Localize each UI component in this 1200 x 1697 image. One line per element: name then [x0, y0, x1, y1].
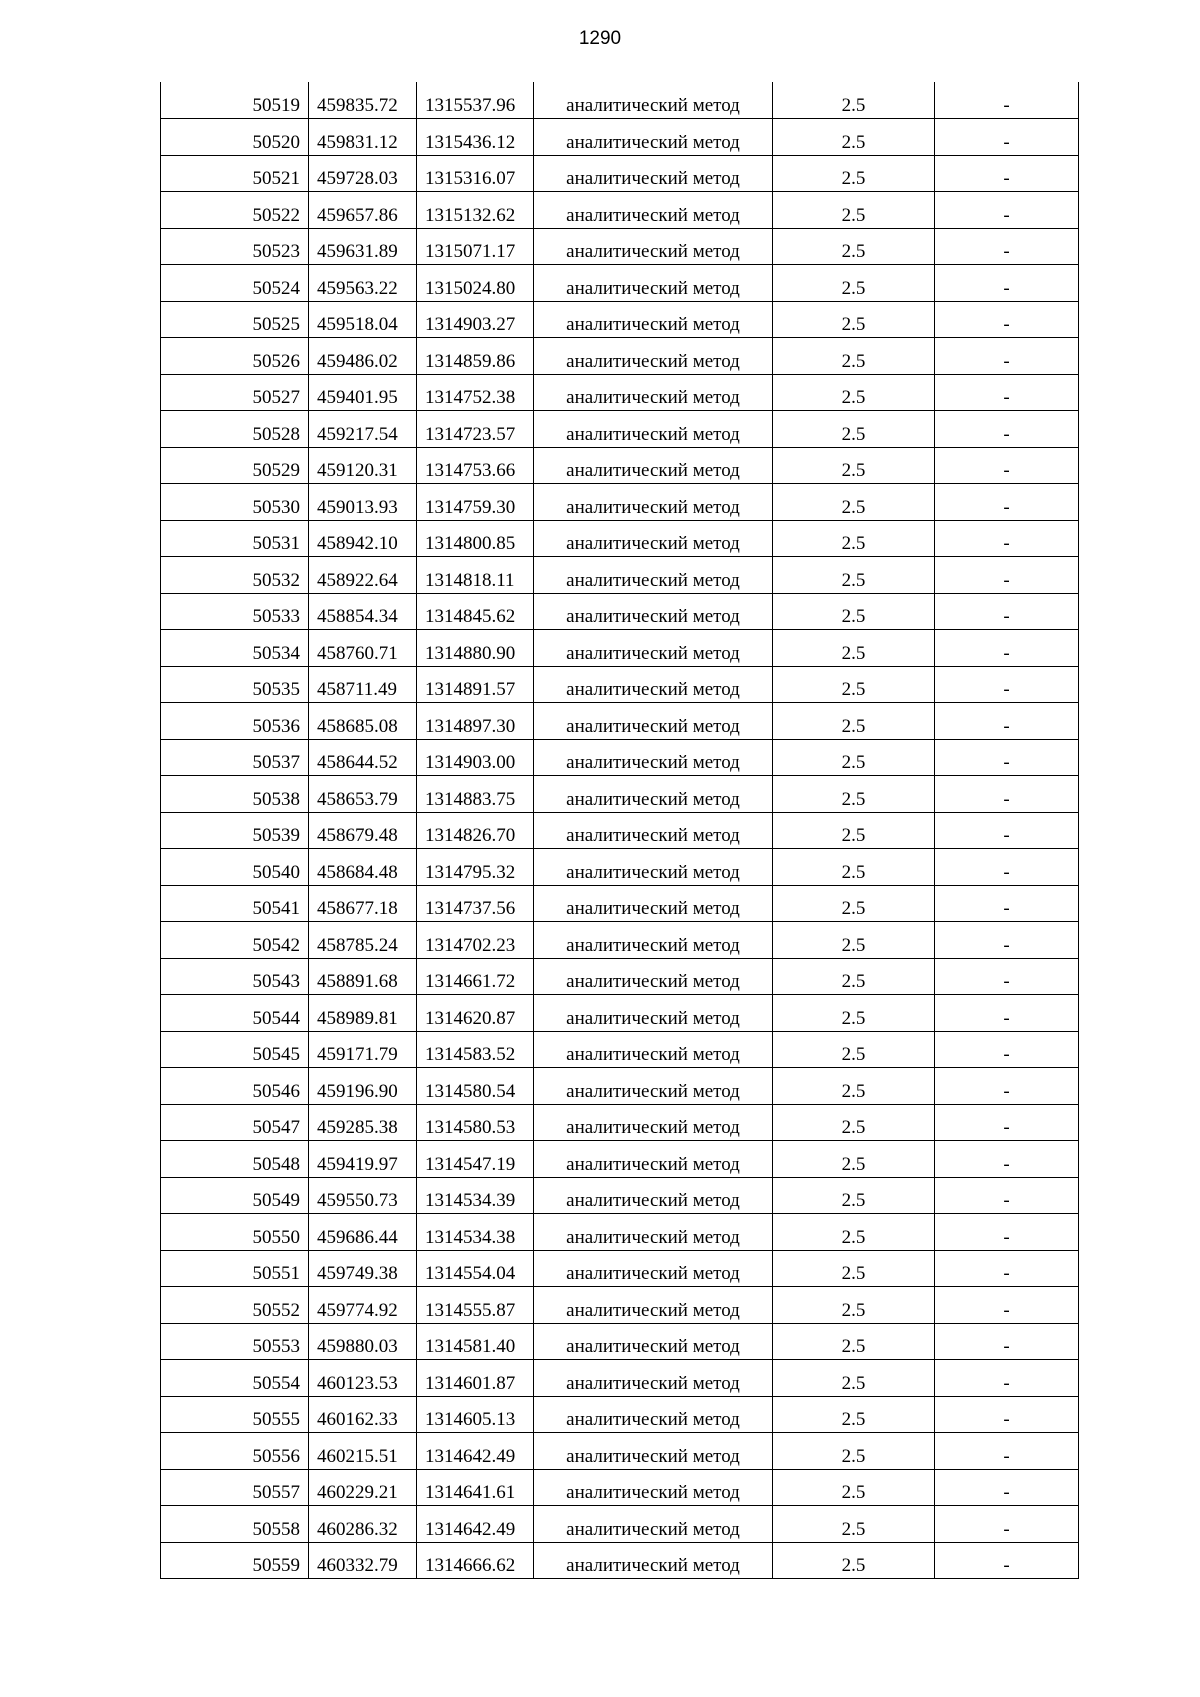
point-number-cell: 50551 — [161, 1250, 309, 1287]
accuracy-cell: 2.5 — [773, 411, 935, 448]
accuracy-cell: 2.5 — [773, 703, 935, 740]
method-cell: аналитический метод — [534, 703, 773, 740]
y-coordinate-cell: 1314601.87 — [417, 1360, 534, 1397]
point-number-cell: 50537 — [161, 739, 309, 776]
note-cell: - — [935, 849, 1079, 886]
table-row — [161, 849, 1079, 886]
table-row — [161, 82, 1079, 119]
point-number-cell: 50535 — [161, 666, 309, 703]
x-coordinate-cell: 460286.32 — [309, 1506, 417, 1543]
y-coordinate-cell: 1314605.13 — [417, 1396, 534, 1433]
method-cell: аналитический метод — [534, 557, 773, 594]
table-row — [161, 192, 1079, 229]
note-cell: - — [935, 1287, 1079, 1324]
point-number-cell: 50549 — [161, 1177, 309, 1214]
note-cell: - — [935, 630, 1079, 667]
y-coordinate-cell: 1315132.62 — [417, 192, 534, 229]
accuracy-cell: 2.5 — [773, 1214, 935, 1251]
note-cell: - — [935, 192, 1079, 229]
y-coordinate-cell: 1314795.32 — [417, 849, 534, 886]
accuracy-cell: 2.5 — [773, 447, 935, 484]
y-coordinate-cell: 1315436.12 — [417, 119, 534, 156]
note-cell: - — [935, 374, 1079, 411]
point-number-cell: 50540 — [161, 849, 309, 886]
point-number-cell: 50532 — [161, 557, 309, 594]
table-row — [161, 447, 1079, 484]
point-number-cell: 50522 — [161, 192, 309, 229]
note-cell: - — [935, 1542, 1079, 1579]
method-cell: аналитический метод — [534, 1214, 773, 1251]
y-coordinate-cell: 1314661.72 — [417, 958, 534, 995]
table-row — [161, 666, 1079, 703]
method-cell: аналитический метод — [534, 1323, 773, 1360]
point-number-cell: 50519 — [161, 82, 309, 119]
accuracy-cell: 2.5 — [773, 557, 935, 594]
y-coordinate-cell: 1314583.52 — [417, 1031, 534, 1068]
note-cell: - — [935, 1104, 1079, 1141]
method-cell: аналитический метод — [534, 119, 773, 156]
x-coordinate-cell: 458891.68 — [309, 958, 417, 995]
note-cell: - — [935, 1250, 1079, 1287]
accuracy-cell: 2.5 — [773, 1396, 935, 1433]
accuracy-cell: 2.5 — [773, 1068, 935, 1105]
method-cell: аналитический метод — [534, 411, 773, 448]
coordinates-table — [160, 82, 1079, 1579]
y-coordinate-cell: 1314702.23 — [417, 922, 534, 959]
y-coordinate-cell: 1314581.40 — [417, 1323, 534, 1360]
point-number-cell: 50545 — [161, 1031, 309, 1068]
y-coordinate-cell: 1314903.27 — [417, 301, 534, 338]
note-cell: - — [935, 1141, 1079, 1178]
method-cell: аналитический метод — [534, 1068, 773, 1105]
y-coordinate-cell: 1314534.38 — [417, 1214, 534, 1251]
accuracy-cell: 2.5 — [773, 1250, 935, 1287]
x-coordinate-cell: 458684.48 — [309, 849, 417, 886]
accuracy-cell: 2.5 — [773, 265, 935, 302]
point-number-cell: 50547 — [161, 1104, 309, 1141]
accuracy-cell: 2.5 — [773, 119, 935, 156]
note-cell: - — [935, 1177, 1079, 1214]
table-row — [161, 1506, 1079, 1543]
x-coordinate-cell: 458760.71 — [309, 630, 417, 667]
note-cell: - — [935, 301, 1079, 338]
y-coordinate-cell: 1314903.00 — [417, 739, 534, 776]
accuracy-cell: 2.5 — [773, 1104, 935, 1141]
note-cell: - — [935, 885, 1079, 922]
x-coordinate-cell: 458677.18 — [309, 885, 417, 922]
method-cell: аналитический метод — [534, 849, 773, 886]
point-number-cell: 50538 — [161, 776, 309, 813]
point-number-cell: 50520 — [161, 119, 309, 156]
y-coordinate-cell: 1314859.86 — [417, 338, 534, 375]
y-coordinate-cell: 1315537.96 — [417, 82, 534, 119]
method-cell: аналитический метод — [534, 192, 773, 229]
point-number-cell: 50555 — [161, 1396, 309, 1433]
accuracy-cell: 2.5 — [773, 1433, 935, 1470]
note-cell: - — [935, 1068, 1079, 1105]
table-row — [161, 265, 1079, 302]
note-cell: - — [935, 338, 1079, 375]
y-coordinate-cell: 1314580.54 — [417, 1068, 534, 1105]
point-number-cell: 50521 — [161, 155, 309, 192]
accuracy-cell: 2.5 — [773, 776, 935, 813]
accuracy-cell: 2.5 — [773, 520, 935, 557]
method-cell: аналитический метод — [534, 1396, 773, 1433]
accuracy-cell: 2.5 — [773, 666, 935, 703]
x-coordinate-cell: 458711.49 — [309, 666, 417, 703]
x-coordinate-cell: 459550.73 — [309, 1177, 417, 1214]
note-cell: - — [935, 1360, 1079, 1397]
point-number-cell: 50550 — [161, 1214, 309, 1251]
x-coordinate-cell: 459120.31 — [309, 447, 417, 484]
point-number-cell: 50539 — [161, 812, 309, 849]
method-cell: аналитический метод — [534, 885, 773, 922]
table-row — [161, 1214, 1079, 1251]
point-number-cell: 50529 — [161, 447, 309, 484]
accuracy-cell: 2.5 — [773, 1542, 935, 1579]
accuracy-cell: 2.5 — [773, 922, 935, 959]
x-coordinate-cell: 459631.89 — [309, 228, 417, 265]
point-number-cell: 50525 — [161, 301, 309, 338]
point-number-cell: 50556 — [161, 1433, 309, 1470]
method-cell: аналитический метод — [534, 301, 773, 338]
y-coordinate-cell: 1314642.49 — [417, 1433, 534, 1470]
point-number-cell: 50552 — [161, 1287, 309, 1324]
method-cell: аналитический метод — [534, 1031, 773, 1068]
note-cell: - — [935, 666, 1079, 703]
x-coordinate-cell: 458785.24 — [309, 922, 417, 959]
y-coordinate-cell: 1314883.75 — [417, 776, 534, 813]
table-row — [161, 301, 1079, 338]
method-cell: аналитический метод — [534, 155, 773, 192]
x-coordinate-cell: 460229.21 — [309, 1469, 417, 1506]
accuracy-cell: 2.5 — [773, 1360, 935, 1397]
method-cell: аналитический метод — [534, 228, 773, 265]
x-coordinate-cell: 459831.12 — [309, 119, 417, 156]
point-number-cell: 50543 — [161, 958, 309, 995]
point-number-cell: 50533 — [161, 593, 309, 630]
point-number-cell: 50553 — [161, 1323, 309, 1360]
y-coordinate-cell: 1314554.04 — [417, 1250, 534, 1287]
note-cell: - — [935, 995, 1079, 1032]
x-coordinate-cell: 459686.44 — [309, 1214, 417, 1251]
table-row — [161, 703, 1079, 740]
y-coordinate-cell: 1315071.17 — [417, 228, 534, 265]
table-row — [161, 958, 1079, 995]
table-row — [161, 411, 1079, 448]
point-number-cell: 50523 — [161, 228, 309, 265]
table-row — [161, 155, 1079, 192]
point-number-cell: 50546 — [161, 1068, 309, 1105]
method-cell: аналитический метод — [534, 630, 773, 667]
accuracy-cell: 2.5 — [773, 885, 935, 922]
accuracy-cell: 2.5 — [773, 1177, 935, 1214]
accuracy-cell: 2.5 — [773, 192, 935, 229]
accuracy-cell: 2.5 — [773, 374, 935, 411]
y-coordinate-cell: 1314620.87 — [417, 995, 534, 1032]
x-coordinate-cell: 460123.53 — [309, 1360, 417, 1397]
point-number-cell: 50544 — [161, 995, 309, 1032]
x-coordinate-cell: 460215.51 — [309, 1433, 417, 1470]
point-number-cell: 50554 — [161, 1360, 309, 1397]
table-row — [161, 630, 1079, 667]
table-row — [161, 1177, 1079, 1214]
y-coordinate-cell: 1315316.07 — [417, 155, 534, 192]
method-cell: аналитический метод — [534, 812, 773, 849]
y-coordinate-cell: 1314547.19 — [417, 1141, 534, 1178]
table-row — [161, 1250, 1079, 1287]
note-cell: - — [935, 812, 1079, 849]
accuracy-cell: 2.5 — [773, 1469, 935, 1506]
x-coordinate-cell: 460332.79 — [309, 1542, 417, 1579]
table-row — [161, 557, 1079, 594]
note-cell: - — [935, 739, 1079, 776]
y-coordinate-cell: 1314759.30 — [417, 484, 534, 521]
method-cell: аналитический метод — [534, 338, 773, 375]
table-row — [161, 1287, 1079, 1324]
note-cell: - — [935, 1396, 1079, 1433]
method-cell: аналитический метод — [534, 1360, 773, 1397]
x-coordinate-cell: 458942.10 — [309, 520, 417, 557]
table-row — [161, 995, 1079, 1032]
accuracy-cell: 2.5 — [773, 812, 935, 849]
table-row — [161, 1433, 1079, 1470]
point-number-cell: 50531 — [161, 520, 309, 557]
x-coordinate-cell: 459657.86 — [309, 192, 417, 229]
method-cell: аналитический метод — [534, 776, 773, 813]
accuracy-cell: 2.5 — [773, 228, 935, 265]
point-number-cell: 50530 — [161, 484, 309, 521]
note-cell: - — [935, 484, 1079, 521]
accuracy-cell: 2.5 — [773, 1506, 935, 1543]
note-cell: - — [935, 155, 1079, 192]
note-cell: - — [935, 411, 1079, 448]
y-coordinate-cell: 1314555.87 — [417, 1287, 534, 1324]
x-coordinate-cell: 459401.95 — [309, 374, 417, 411]
point-number-cell: 50528 — [161, 411, 309, 448]
accuracy-cell: 2.5 — [773, 484, 935, 521]
x-coordinate-cell: 459171.79 — [309, 1031, 417, 1068]
method-cell: аналитический метод — [534, 1506, 773, 1543]
table-row — [161, 593, 1079, 630]
table-row — [161, 922, 1079, 959]
table-row — [161, 739, 1079, 776]
y-coordinate-cell: 1314752.38 — [417, 374, 534, 411]
accuracy-cell: 2.5 — [773, 995, 935, 1032]
method-cell: аналитический метод — [534, 922, 773, 959]
accuracy-cell: 2.5 — [773, 593, 935, 630]
y-coordinate-cell: 1314880.90 — [417, 630, 534, 667]
note-cell: - — [935, 119, 1079, 156]
y-coordinate-cell: 1314666.62 — [417, 1542, 534, 1579]
accuracy-cell: 2.5 — [773, 958, 935, 995]
note-cell: - — [935, 1469, 1079, 1506]
method-cell: аналитический метод — [534, 1433, 773, 1470]
y-coordinate-cell: 1314897.30 — [417, 703, 534, 740]
table-row — [161, 1031, 1079, 1068]
x-coordinate-cell: 458989.81 — [309, 995, 417, 1032]
method-cell: аналитический метод — [534, 739, 773, 776]
table-row — [161, 1360, 1079, 1397]
y-coordinate-cell: 1314845.62 — [417, 593, 534, 630]
x-coordinate-cell: 458854.34 — [309, 593, 417, 630]
note-cell: - — [935, 520, 1079, 557]
table-row — [161, 338, 1079, 375]
method-cell: аналитический метод — [534, 1287, 773, 1324]
x-coordinate-cell: 459774.92 — [309, 1287, 417, 1324]
page-number: 1290 — [578, 28, 622, 49]
table-row — [161, 228, 1079, 265]
point-number-cell: 50526 — [161, 338, 309, 375]
method-cell: аналитический метод — [534, 484, 773, 521]
point-number-cell: 50541 — [161, 885, 309, 922]
accuracy-cell: 2.5 — [773, 1141, 935, 1178]
note-cell: - — [935, 1323, 1079, 1360]
x-coordinate-cell: 459563.22 — [309, 265, 417, 302]
accuracy-cell: 2.5 — [773, 630, 935, 667]
y-coordinate-cell: 1314723.57 — [417, 411, 534, 448]
x-coordinate-cell: 459013.93 — [309, 484, 417, 521]
point-number-cell: 50542 — [161, 922, 309, 959]
x-coordinate-cell: 459835.72 — [309, 82, 417, 119]
x-coordinate-cell: 458685.08 — [309, 703, 417, 740]
table-row — [161, 1141, 1079, 1178]
y-coordinate-cell: 1314580.53 — [417, 1104, 534, 1141]
note-cell: - — [935, 265, 1079, 302]
accuracy-cell: 2.5 — [773, 1287, 935, 1324]
accuracy-cell: 2.5 — [773, 155, 935, 192]
table-row — [161, 484, 1079, 521]
table-row — [161, 119, 1079, 156]
point-number-cell: 50557 — [161, 1469, 309, 1506]
point-number-cell: 50559 — [161, 1542, 309, 1579]
y-coordinate-cell: 1314737.56 — [417, 885, 534, 922]
note-cell: - — [935, 593, 1079, 630]
table-row — [161, 1323, 1079, 1360]
method-cell: аналитический метод — [534, 374, 773, 411]
note-cell: - — [935, 447, 1079, 484]
note-cell: - — [935, 1433, 1079, 1470]
x-coordinate-cell: 459217.54 — [309, 411, 417, 448]
point-number-cell: 50536 — [161, 703, 309, 740]
x-coordinate-cell: 460162.33 — [309, 1396, 417, 1433]
x-coordinate-cell: 459749.38 — [309, 1250, 417, 1287]
x-coordinate-cell: 458922.64 — [309, 557, 417, 594]
note-cell: - — [935, 1031, 1079, 1068]
note-cell: - — [935, 958, 1079, 995]
x-coordinate-cell: 458653.79 — [309, 776, 417, 813]
accuracy-cell: 2.5 — [773, 82, 935, 119]
note-cell: - — [935, 228, 1079, 265]
method-cell: аналитический метод — [534, 666, 773, 703]
method-cell: аналитический метод — [534, 265, 773, 302]
point-number-cell: 50548 — [161, 1141, 309, 1178]
y-coordinate-cell: 1314534.39 — [417, 1177, 534, 1214]
table-row — [161, 1068, 1079, 1105]
table-row — [161, 1104, 1079, 1141]
x-coordinate-cell: 459518.04 — [309, 301, 417, 338]
note-cell: - — [935, 1506, 1079, 1543]
method-cell: аналитический метод — [534, 1177, 773, 1214]
point-number-cell: 50558 — [161, 1506, 309, 1543]
point-number-cell: 50534 — [161, 630, 309, 667]
accuracy-cell: 2.5 — [773, 338, 935, 375]
table-row — [161, 374, 1079, 411]
note-cell: - — [935, 557, 1079, 594]
accuracy-cell: 2.5 — [773, 301, 935, 338]
x-coordinate-cell: 459728.03 — [309, 155, 417, 192]
note-cell: - — [935, 776, 1079, 813]
table-row — [161, 1396, 1079, 1433]
method-cell: аналитический метод — [534, 1469, 773, 1506]
method-cell: аналитический метод — [534, 1250, 773, 1287]
method-cell: аналитический метод — [534, 995, 773, 1032]
table-row — [161, 812, 1079, 849]
table-row — [161, 520, 1079, 557]
note-cell: - — [935, 922, 1079, 959]
method-cell: аналитический метод — [534, 447, 773, 484]
table-row — [161, 885, 1079, 922]
method-cell: аналитический метод — [534, 520, 773, 557]
table-row — [161, 1469, 1079, 1506]
point-number-cell: 50527 — [161, 374, 309, 411]
y-coordinate-cell: 1314641.61 — [417, 1469, 534, 1506]
accuracy-cell: 2.5 — [773, 1323, 935, 1360]
note-cell: - — [935, 82, 1079, 119]
method-cell: аналитический метод — [534, 82, 773, 119]
x-coordinate-cell: 459419.97 — [309, 1141, 417, 1178]
y-coordinate-cell: 1315024.80 — [417, 265, 534, 302]
x-coordinate-cell: 459285.38 — [309, 1104, 417, 1141]
y-coordinate-cell: 1314753.66 — [417, 447, 534, 484]
y-coordinate-cell: 1314800.85 — [417, 520, 534, 557]
method-cell: аналитический метод — [534, 958, 773, 995]
coordinates-table-body — [161, 82, 1079, 1579]
y-coordinate-cell: 1314891.57 — [417, 666, 534, 703]
table-row — [161, 776, 1079, 813]
accuracy-cell: 2.5 — [773, 849, 935, 886]
method-cell: аналитический метод — [534, 1542, 773, 1579]
accuracy-cell: 2.5 — [773, 739, 935, 776]
method-cell: аналитический метод — [534, 1141, 773, 1178]
note-cell: - — [935, 703, 1079, 740]
x-coordinate-cell: 459196.90 — [309, 1068, 417, 1105]
x-coordinate-cell: 459486.02 — [309, 338, 417, 375]
x-coordinate-cell: 458679.48 — [309, 812, 417, 849]
note-cell: - — [935, 1214, 1079, 1251]
y-coordinate-cell: 1314818.11 — [417, 557, 534, 594]
y-coordinate-cell: 1314642.49 — [417, 1506, 534, 1543]
x-coordinate-cell: 459880.03 — [309, 1323, 417, 1360]
point-number-cell: 50524 — [161, 265, 309, 302]
y-coordinate-cell: 1314826.70 — [417, 812, 534, 849]
method-cell: аналитический метод — [534, 593, 773, 630]
x-coordinate-cell: 458644.52 — [309, 739, 417, 776]
accuracy-cell: 2.5 — [773, 1031, 935, 1068]
method-cell: аналитический метод — [534, 1104, 773, 1141]
table-row — [161, 1542, 1079, 1579]
